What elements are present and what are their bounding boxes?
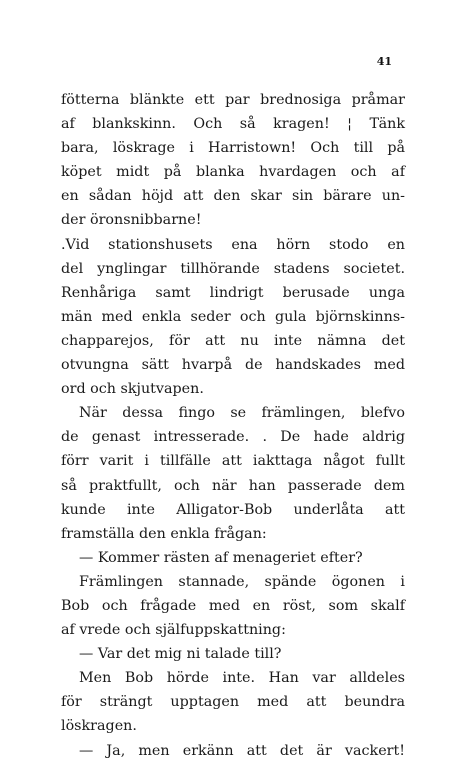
text-line: — Kommer rästen af menageriet efter? [79, 549, 363, 566]
text-line: de genast intresserade. . De hade aldrig [61, 429, 405, 446]
text-line: så praktfullt, och när han passerade dem [61, 477, 405, 494]
text-line: otvungna sätt hvarpå de handskades med [61, 357, 405, 374]
body-text [61, 88, 405, 763]
page-number: 41 [376, 55, 392, 68]
text-line: fötterna blänkte ett par brednosiga pråmar [61, 92, 405, 108]
text-line: kunde inte Alligator-Bob underlåta att [61, 501, 405, 518]
text-line: chapparejos, för att nu inte nämna det [61, 332, 405, 349]
text-line: köpet midt på blanka hvardagen och af [61, 164, 405, 181]
text-line: .Vid stationshusets ena hörn stodo en [61, 236, 405, 253]
text-line: af vrede och själfuppskattning: [61, 622, 286, 639]
text-line: bara, löskrage i Harristown! Och till på [61, 140, 405, 157]
text-line: framställa den enkla frågan: [61, 525, 267, 542]
text-line: män med enkla seder och gula björnskinns- [61, 308, 405, 325]
text-line: del ynglingar tillhörande stadens societet. [61, 260, 405, 277]
text-line: löskragen. [61, 718, 137, 735]
text-line: ord och skjutvapen. [61, 381, 204, 398]
text-line: Främlingen stannade, spände ögonen i [79, 573, 405, 590]
text-line: — Var det mig ni talade till? [79, 646, 282, 663]
text-line: Bob och frågade med en röst, som skalf [61, 597, 405, 614]
text-line: Renhåriga samt lindrigt berusade unga [61, 284, 405, 301]
text-line: Men Bob hörde inte. Han var alldeles [79, 670, 405, 687]
text-line: der öronsnibbarne! [61, 212, 202, 229]
text-line: förr varit i tillfälle att iakttaga något fullt [61, 453, 405, 470]
text-line: — Ja, men erkänn att det är vackert! [79, 742, 405, 759]
text-line: af blankskinn. Och så kragen! ¦ Tänk [61, 116, 405, 133]
text-line: för strängt upptagen med att beundra [61, 694, 405, 711]
text-line: När dessa fingo se främlingen, blefvo [79, 405, 405, 422]
text-line: en sådan höjd att den skar sin bärare un- [61, 188, 405, 205]
